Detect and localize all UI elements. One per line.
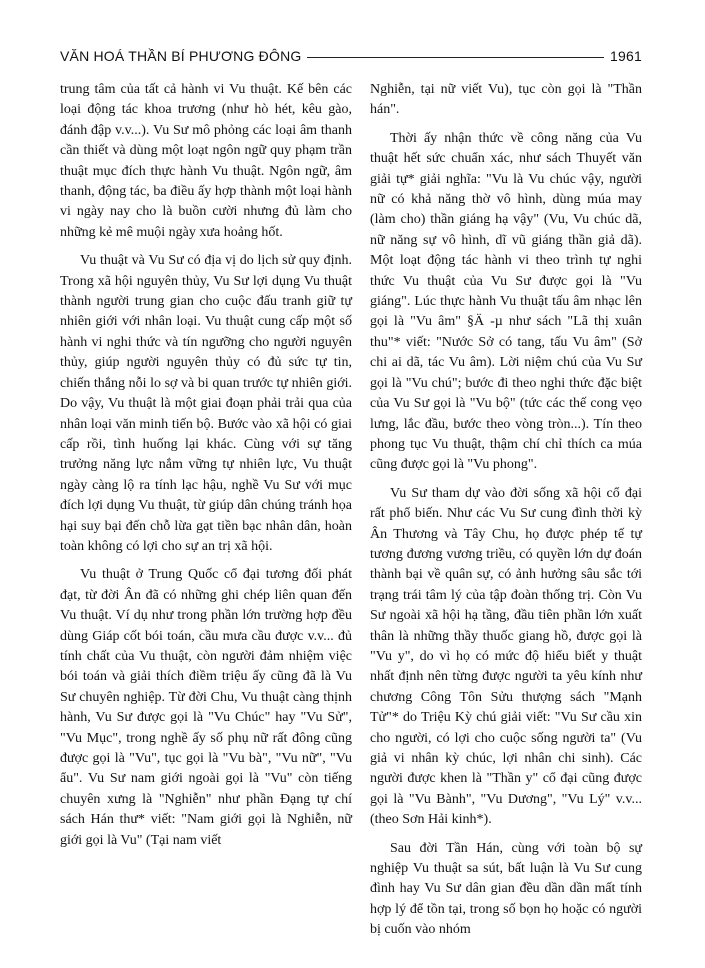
paragraph: Vu thuật ở Trung Quốc cổ đại tương đối phát đạt, từ đời Ân đã có những ghi chép liên quan đến Vu thuật. Ví dụ như trong phần lớn trường hợp đều dùng Giáp cốt bói toán, cầu mưa cầu được v.v... đủ tính chất của Vu thuật, còn người đảm nhiệm việc bói toán và giải thích điềm triệu ấy cũng đã là Vu Sư chuyên nghiệp. Từ đời Chu, Vu thuật càng thịnh hành, Vu Sư được gọi là "Vu Chúc" hay "Vu Sử", "Vu Mục", trong nghề ấy số phụ nữ rất đông cũng được gọi là "Vu", tục gọi là "Vu bà", "Vu nữ", "Vu ẩu". Vu Sư nam giới ngoài gọi là "Vu" còn tiếng chuyên xưng là "Nghiễn" như phần Đạng tự chí sách Hán thư* viết: "Nam giới gọi là Nghiễn, nữ giới gọi là Vu" (Tại nam viết	[60, 567, 352, 848]
paragraph: Thời ấy nhận thức về công năng của Vu thuật hết sức chuẩn xác, như sách Thuyết văn giải tự* giải nghĩa: "Vu là Vu chúc vậy, người nữ có khả năng thờ vô hình, dùng múa may (làm cho) thần giáng hạ vậy" (Vu, Vu chúc dã, nữ năng sự vô hình, dĩ vũ giáng thần giả dã). Một loạt động tác hành vi theo trình tự nghi thức Vu thuật của Vu Sư được gọi là "Vu giáng". Lúc thực hành Vu thuật tấu âm nhạc lên gọi là "Vu âm" §Ä -µ như sách "Lã thị xuân thu"* viết: "Nước Sở có tang, tấu Vu âm" (Sở chi ai dã, tác Vu âm). Lời niệm chú của Vu Sư gọi là "Vu chú"; bước đi theo nghi thức đặc biệt của Vu Sư gọi là "Vu bộ" (tức các thế cong vẹo lưng, lắc đầu, bước theo vòng tròn...). Tín theo phong tục Vu thuật, thậm chí chỉ thích ca múa cũng được gọi là "Vu phong".	[370, 130, 642, 473]
paragraph: Vu thuật và Vu Sư có địa vị do lịch sử quy định. Trong xã hội nguyên thủy, Vu Sư lợi dụng Vu thuật thành người trung gian cho cuộc đấu tranh giữ tự nhiên giới với nhân loại. Vu thuật cung cấp một số hành vi nghi thức và tín ngưỡng cho người nguyên thủy, giúp người nguyên thủy có đủ sức tự tin, chiến thắng nỗi lo sợ và bi quan trước tự nhiên giới. Do vậy, Vu thuật là một giai đoạn phải trải qua của nhân loại văn minh tiến bộ. Bước vào xã hội có giai cấp rồi, tình huống lại khác. Cùng với sự tăng trưởng năng lực nắm vững tự nhiên lực, Vu thuật ngày càng lộ ra tính lạc hậu, nghề Vu Sư với mục đích lợi dụng Vu thuật, từ giúp dân chúng tránh họa hại suy bại đến chỗ lừa gạt tiền bạc nhân dân, hoàn toàn không có lợi cho sự an trị xã hội.	[60, 253, 352, 554]
paragraph: Nghiễn, tại nữ viết Vu), tục còn gọi là "Thần hán".	[370, 82, 642, 118]
paragraph: Sau đời Tần Hán, cùng với toàn bộ sự nghiệp Vu thuật sa sút, bất luận là Vu Sư cung đình hay Vu Sư dân gian đều dần dần mất tính hợp lý để tồn tại, trong số bọn họ hoặc có người bị cuốn vào nhóm	[370, 840, 642, 938]
paragraph: trung tâm của tất cả hành vi Vu thuật. Kế bên các loại động tác khoa trương (như hò hét, kêu gào, đánh đập v.v...). Vu Sư mô phỏng các loại âm thanh cần thiết và dùng một loạt ngôn ngữ quy phạm trần thuật mục đích thực hành Vu thuật. Ngôn ngữ, âm thanh, động tác, ba điều ấy hợp thành một loại hành vi ngày nay cho là buồn cười nhưng đủ làm cho những kẻ mê muội ngày xưa hoảng hốt.	[60, 82, 352, 240]
header-rule	[307, 57, 604, 58]
right-column	[370, 80, 642, 941]
paragraph: Vu Sư tham dự vào đời sống xã hội cổ đại rất phổ biến. Như các Vu Sư cung đình thời kỳ Ân Thương và Tây Chu, họ được phép tế tự tương đương vương triều, có quyền lớn dự đoán thành bại về quân sự, có ảnh hưởng sâu sắc tới trạng trái tâm lý của tập đoàn thống trị. Còn Vu Sư ngoài xã hội hạ tầng, đầu tiên phần lớn xuất thân là những thầy thuốc giang hồ, được gọi là "Vu y", do vì họ có mức độ hiểu biết y thuật nhất định nên từng được người ta yêu kính như chương Công Tôn Sửu thượng sách "Mạnh Tử"* do Triệu Kỳ chú giải viết: "Vu Sư cầu xin cho người, có lợi cho cuộc sống người ta" (Vu giả vi nhân kỳ chúc, lợi nhân chi sinh). Các người được khen là "Thần y" cổ đại cũng được gọi là "Vu Bành", "Vu Dương", "Vu Lý" v.v... (theo Sơn Hải kinh*).	[370, 485, 642, 828]
left-column	[60, 80, 352, 851]
running-title: VĂN HOÁ THẦN BÍ PHƯƠNG ĐÔNG	[60, 48, 302, 64]
page-number: 1961	[610, 48, 642, 64]
page-header	[60, 44, 642, 68]
